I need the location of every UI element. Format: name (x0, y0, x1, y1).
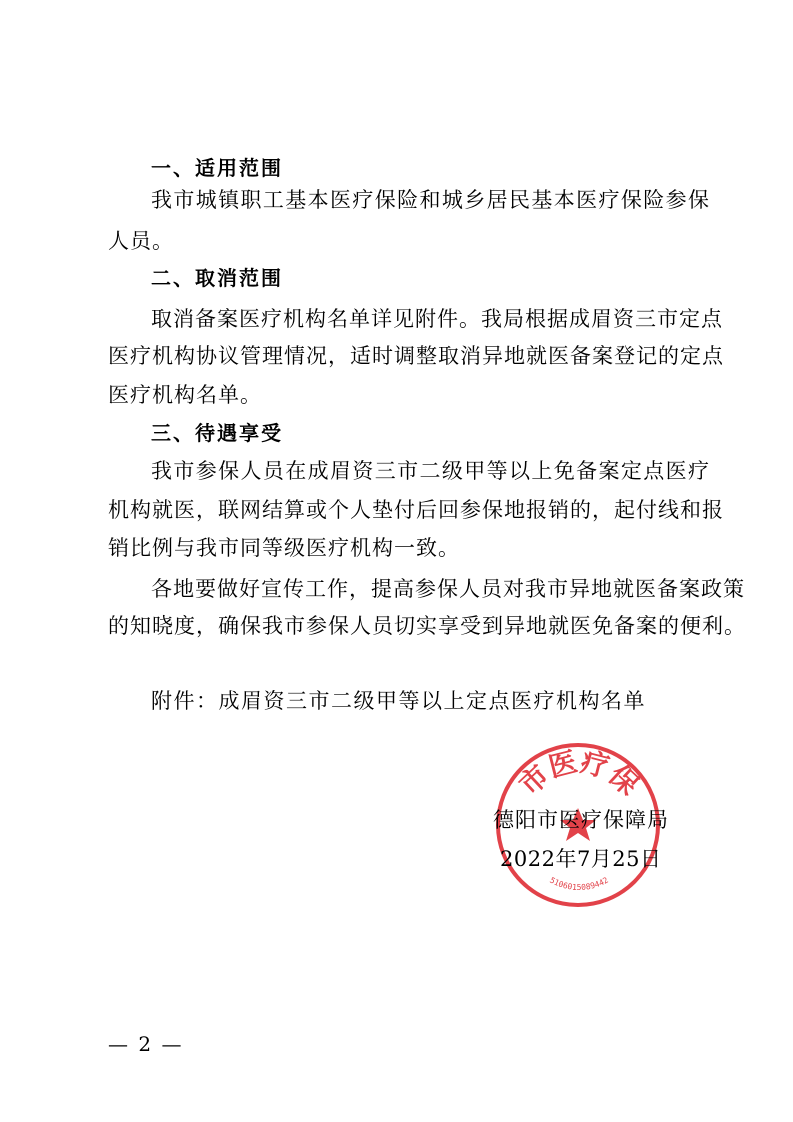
page-number: — 2 — (108, 1032, 184, 1056)
paragraph-line: 机构就医，联网结算或个人垫付后回参保地报销的，起付线和报 (108, 498, 724, 522)
paragraph-line: 销比例与我市同等级医疗机构一致。 (108, 536, 460, 560)
paragraph-line: 我市城镇职工基本医疗保险和城乡居民基本医疗保险参保 (151, 188, 710, 212)
section-heading-benefits: 三、待遇享受 (151, 421, 283, 445)
seal-top-text: 市医疗保 (512, 745, 646, 802)
paragraph-line: 人员。 (108, 229, 174, 253)
section-heading-cancel: 二、取消范围 (151, 266, 283, 290)
issuing-authority: 德阳市医疗保障局 (493, 808, 669, 832)
paragraph-line: 医疗机构名单。 (108, 383, 262, 407)
paragraph-line: 的知晓度，确保我市参保人员切实享受到异地就医免备案的便利。 (108, 614, 746, 638)
seal-serial-text: 5106015089442 (548, 875, 610, 892)
paragraph-line: 我市参保人员在成眉资三市二级甲等以上免备案定点医疗 (151, 459, 710, 483)
section-heading-scope: 一、适用范围 (151, 156, 283, 180)
paragraph-line: 各地要做好宣传工作，提高参保人员对我市异地就医备案政策 (151, 577, 745, 601)
issue-date: 2022年7月25日 (500, 847, 662, 871)
attachment-note: 附件：成眉资三市二级甲等以上定点医疗机构名单 (151, 689, 646, 713)
paragraph-line: 医疗机构协议管理情况，适时调整取消异地就医备案登记的定点 (108, 344, 724, 368)
paragraph-line: 取消备案医疗机构名单详见附件。我局根据成眉资三市定点 (151, 307, 723, 331)
